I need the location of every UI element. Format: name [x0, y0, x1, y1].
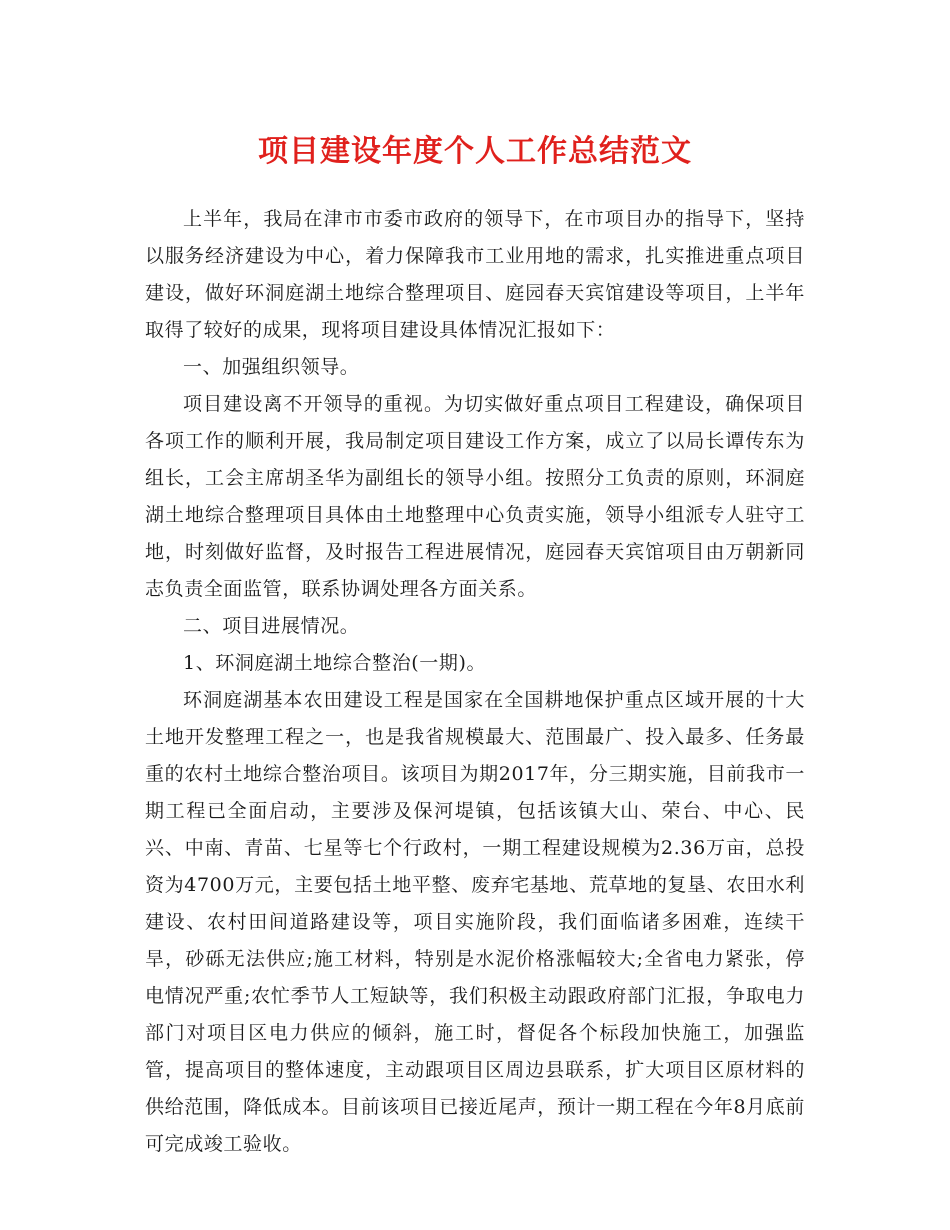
- paragraph-organization: 项目建设离不开领导的重视。为切实做好重点项目工程建设，确保项目各项工作的顺利开展，我局制定项目建设工作方案，成立了以局长谭传东为组长，工会主席胡圣华为副组长的领导小组。按照分工负责的原则，环洞庭湖土地综合整理项目具体由土地整理中心负责实施，领导小组派专人驻守工地，时刻做好监督，及时报告工程进展情况，庭园春天宾馆项目由万朝新同志负责全面监管，联系协调处理各方面关系。: [145, 393, 805, 600]
- paragraph-project-progress: 环洞庭湖基本农田建设工程是国家在全国耕地保护重点区域开展的十大土地开发整理工程之一，也是我省规模最大、范围最广、投入最多、任务最重的农村土地综合整治项目。该项目为期2017年，分三期实施，目前我市一期工程已全面启动，主要涉及保河堤镇，包括该镇大山、荣台、中心、民兴、中南、青苗、七星等七个行政村，一期工程建设规模为2.36万亩，总投资为4700万元，主要包括土地平整、废弃宅基地、荒草地的复垦、农田水利建设、农村田间道路建设等，项目实施阶段，我们面临诸多困难，连续干旱，砂砾无法供应;施工材料，特别是水泥价格涨幅较大;全省电力紧张，停电情况严重;农忙季节人工短缺等，我们积极主动跟政府部门汇报，争取电力部门对项目区电力供应的倾斜，施工时，督促各个标段加快施工，加强监管，提高项目的整体速度，主动跟项目区周边县联系，扩大项目区原材料的供给范围，降低成本。目前该项目已接近尾声，预计一期工程在今年8月底前可完成竣工验收。: [145, 689, 805, 1155]
- document-title: 项目建设年度个人工作总结范文: [258, 134, 692, 169]
- section-heading-2: 二、项目进展情况。: [183, 615, 360, 637]
- section-heading-1: 一、加强组织领导。: [183, 356, 360, 378]
- document-body: [145, 201, 805, 1163]
- subsection-heading-1: 1、环洞庭湖土地综合整治(一期)。: [183, 652, 487, 674]
- paragraph-intro: 上半年，我局在津市市委市政府的领导下，在市项目办的指导下，坚持以服务经济建设为中心，着力保障我市工业用地的需求，扎实推进重点项目建设，做好环洞庭湖土地综合整理项目、庭园春天宾馆建设等项目，上半年取得了较好的成果，现将项目建设具体情况汇报如下：: [145, 208, 805, 341]
